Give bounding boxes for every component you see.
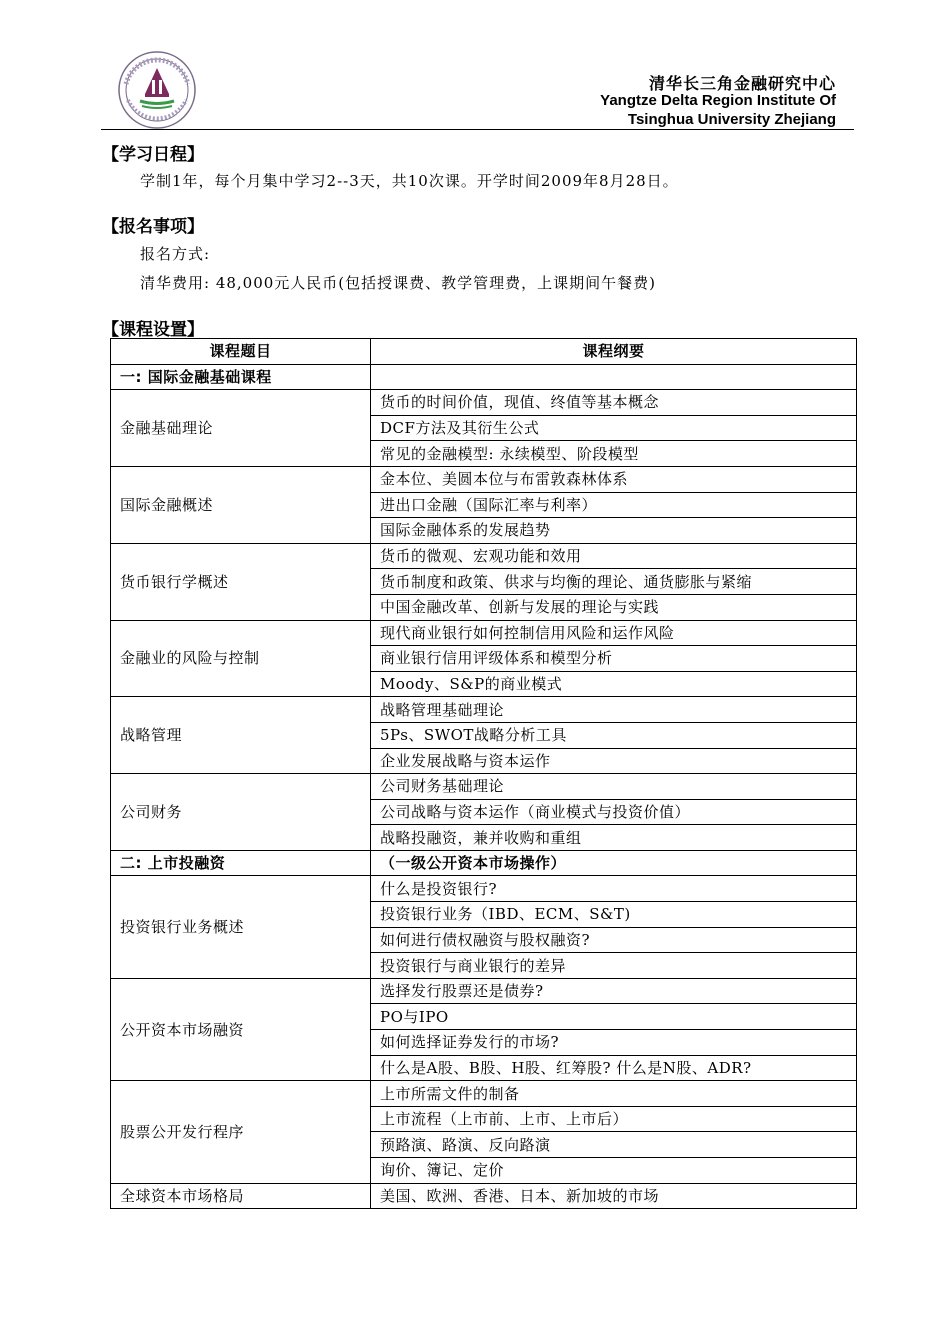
table-row bbox=[111, 978, 857, 1004]
table-row bbox=[111, 466, 857, 492]
institute-name-en-line2: Tsinghua University Zhejiang bbox=[627, 111, 836, 128]
course-outline-item: 常见的金融模型: 永续模型、阶段模型 bbox=[371, 441, 857, 467]
table-row bbox=[111, 774, 857, 800]
header-rule bbox=[101, 129, 854, 130]
table-header-row bbox=[111, 339, 857, 365]
course-outline-item: 商业银行信用评级体系和模型分析 bbox=[371, 646, 857, 672]
table-row bbox=[111, 1183, 857, 1209]
course-outline-item: DCF方法及其衍生公式 bbox=[371, 415, 857, 441]
category-note: （一级公开资本市场操作） bbox=[371, 850, 857, 876]
table-row bbox=[111, 1081, 857, 1107]
course-outline-item: 上市所需文件的制备 bbox=[371, 1081, 857, 1107]
course-outline-item: 战略投融资，兼并收购和重组 bbox=[371, 825, 857, 851]
course-outline-item: 企业发展战略与资本运作 bbox=[371, 748, 857, 774]
institute-name-cn: 清华长三角金融研究中心 bbox=[648, 74, 836, 93]
course-outline-item: 战略管理基础理论 bbox=[371, 697, 857, 723]
course-outline-item: 国际金融体系的发展趋势 bbox=[371, 518, 857, 544]
course-outline-item: Moody、S&P的商业模式 bbox=[371, 671, 857, 697]
course-table bbox=[110, 338, 857, 1209]
course-outline-item: 美国、欧洲、香港、日本、新加坡的市场 bbox=[371, 1183, 857, 1209]
course-topic: 公司财务 bbox=[111, 774, 371, 851]
category-label: 一: 国际金融基础课程 bbox=[111, 364, 371, 390]
course-outline-item: 选择发行股票还是债券? bbox=[371, 978, 857, 1004]
course-topic: 战略管理 bbox=[111, 697, 371, 774]
schedule-text: 学制1年，每个月集中学习2--3天，共10次课。开学时间2009年8月28日。 bbox=[140, 172, 679, 190]
course-topic: 全球资本市场格局 bbox=[111, 1183, 371, 1209]
course-outline-item: 货币的微观、宏观功能和效用 bbox=[371, 543, 857, 569]
registration-title: 【报名事项】 bbox=[102, 217, 204, 237]
course-outline-item: 货币的时间价值，现值、终值等基本概念 bbox=[371, 390, 857, 416]
course-outline-item: 如何选择证券发行的市场? bbox=[371, 1030, 857, 1056]
course-outline-item: 询价、簿记、定价 bbox=[371, 1158, 857, 1184]
course-outline-item: 投资银行与商业银行的差异 bbox=[371, 953, 857, 979]
table-row bbox=[111, 390, 857, 416]
registration-fee: 清华费用: 48,000元人民币(包括授课费、教学管理费，上课期间午餐费) bbox=[140, 274, 657, 292]
course-outline-item: 进出口金融（国际汇率与利率） bbox=[371, 492, 857, 518]
course-outline-item: 货币制度和政策、供求与均衡的理论、通货膨胀与紧缩 bbox=[371, 569, 857, 595]
institute-name-en-line1: Yangtze Delta Region Institute Of bbox=[600, 92, 836, 109]
table-row bbox=[111, 876, 857, 902]
course-topic: 金融业的风险与控制 bbox=[111, 620, 371, 697]
course-topic: 货币银行学概述 bbox=[111, 543, 371, 620]
category-row bbox=[111, 364, 857, 390]
course-topic: 金融基础理论 bbox=[111, 390, 371, 467]
registration-method: 报名方式: bbox=[140, 245, 211, 263]
schedule-title: 【学习日程】 bbox=[102, 145, 204, 165]
page-header bbox=[0, 0, 950, 132]
category-label: 二: 上市投融资 bbox=[111, 850, 371, 876]
table-row bbox=[111, 620, 857, 646]
course-outline-item: 5Ps、SWOT战略分析工具 bbox=[371, 722, 857, 748]
course-outline-item: PO与IPO bbox=[371, 1004, 857, 1030]
course-topic: 公开资本市场融资 bbox=[111, 978, 371, 1080]
course-outline-item: 公司战略与资本运作（商业模式与投资价值） bbox=[371, 799, 857, 825]
course-outline-item: 金本位、美圆本位与布雷敦森林体系 bbox=[371, 466, 857, 492]
column-header-topic: 课程题目 bbox=[111, 339, 371, 365]
course-outline-item: 什么是A股、B股、H股、红筹股? 什么是N股、ADR? bbox=[371, 1055, 857, 1081]
course-outline-item: 什么是投资银行? bbox=[371, 876, 857, 902]
table-row bbox=[111, 543, 857, 569]
course-outline-item: 投资银行业务（IBD、ECM、S&T) bbox=[371, 902, 857, 928]
course-outline-item: 预路演、路演、反向路演 bbox=[371, 1132, 857, 1158]
course-table-body bbox=[111, 339, 857, 1209]
course-outline-item: 上市流程（上市前、上市、上市后） bbox=[371, 1106, 857, 1132]
column-header-outline: 课程纲要 bbox=[371, 339, 857, 365]
courses-title: 【课程设置】 bbox=[102, 320, 204, 340]
table-row bbox=[111, 697, 857, 723]
course-outline-item: 如何进行债权融资与股权融资? bbox=[371, 927, 857, 953]
course-topic: 股票公开发行程序 bbox=[111, 1081, 371, 1183]
institute-logo bbox=[112, 50, 202, 130]
course-topic: 国际金融概述 bbox=[111, 466, 371, 543]
course-outline-item: 公司财务基础理论 bbox=[371, 774, 857, 800]
course-outline-item: 现代商业银行如何控制信用风险和运作风险 bbox=[371, 620, 857, 646]
course-topic: 投资银行业务概述 bbox=[111, 876, 371, 978]
course-outline-item: 中国金融改革、创新与发展的理论与实践 bbox=[371, 594, 857, 620]
category-note-empty bbox=[371, 364, 857, 390]
category-row bbox=[111, 850, 857, 876]
